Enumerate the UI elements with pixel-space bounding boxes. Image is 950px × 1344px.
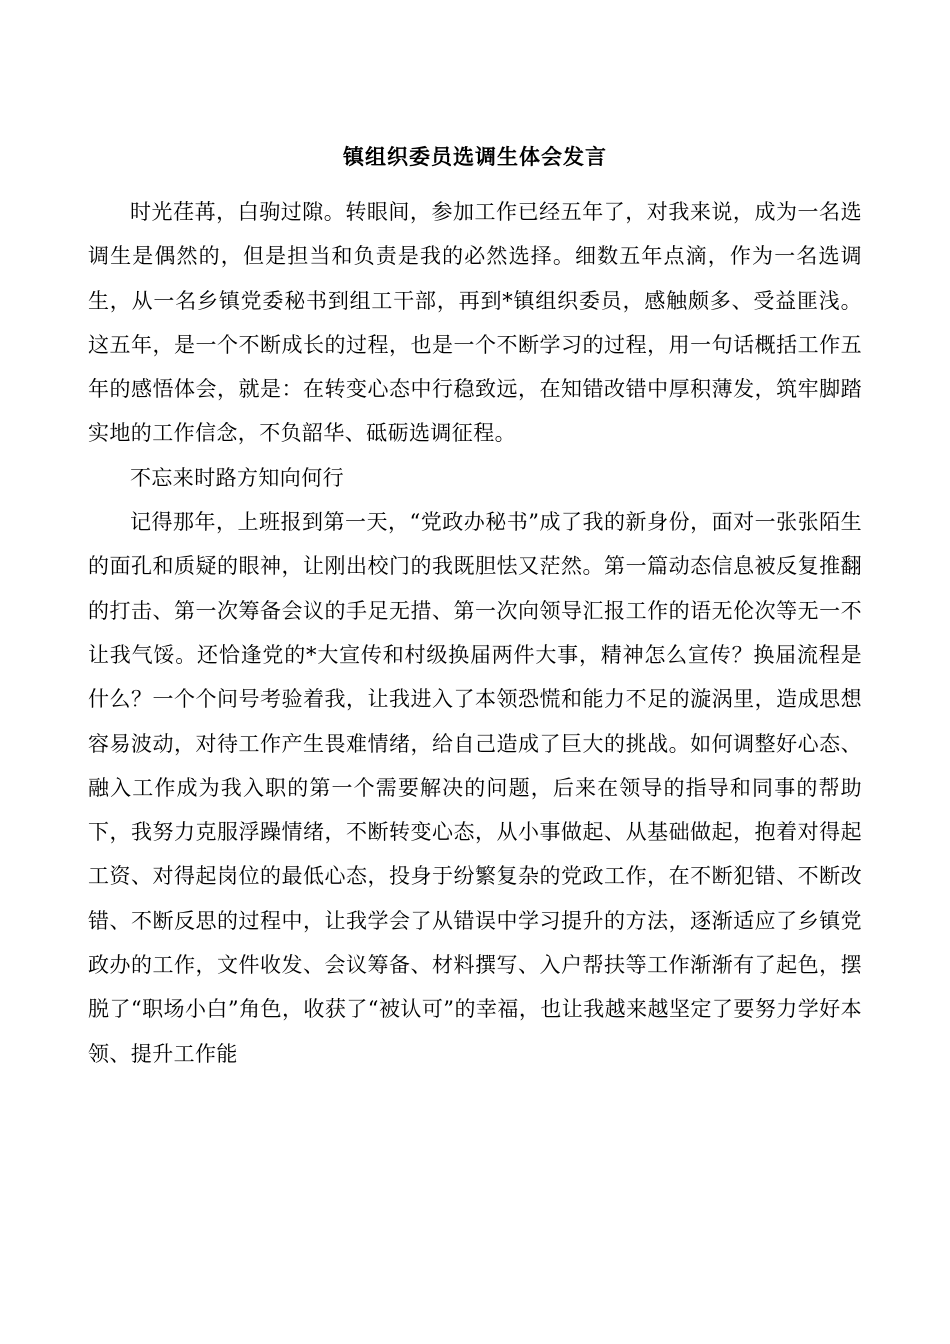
- section-heading: 不忘来时路方知向何行: [130, 465, 344, 490]
- document-body: [88, 190, 862, 1076]
- document-title: 镇组织委员选调生体会发言: [343, 144, 607, 169]
- paragraph-intro: 时光荏苒，白驹过隙。转眼间，参加工作已经五年了，对我来说，成为一名选调生是偶然的，但是担当和负责是我的必然选择。细数五年点滴，作为一名选调生，从一名乡镇党委秘书到组工干部，再到*镇组织委员，感触颇多、受益匪浅。这五年，是一个不断成长的过程，也是一个不断学习的过程，用一句话概括工作五年的感悟体会，就是：在转变心态中行稳致远，在知错改错中厚积薄发，筑牢脚踏实地的工作信念，不负韶华、砥砺选调征程。: [88, 200, 862, 446]
- paragraph-first-day: 记得那年，上班报到第一天，“党政办秘书”成了我的新身份，面对一张张陌生的面孔和质疑的眼神，让刚出校门的我既胆怯又茫然。第一篇动态信息被反复推翻的打击、第一次筹备会议的手足无措、第一次向领导汇报工作的语无伦次等无一不让我气馁。还恰逢党的*大宣传和村级换届两件大事，精神怎么宣传？换届流程是什么？一个个问号考验着我，让我进入了本领恐慌和能力不足的漩涡里，造成思想容易波动，对待工作产生畏难情绪，给自己造成了巨大的挑战。如何调整好心态、融入工作成为我入职的第一个需要解决的问题，后来在领导的指导和同事的帮助下，我努力克服浮躁情绪，不断转变心态，从小事做起、从基础做起，抱着对得起工资、对得起岗位的最低心态，投身于纷繁复杂的党政工作，在不断犯错、不断改错、不断反思的过程中，让我学会了从错误中学习提升的方法，逐渐适应了乡镇党政办的工作，文件收发、会议筹备、材料撰写、入户帮扶等工作渐渐有了起色，摆脱了“职场小白”角色，收获了“被认可”的幸福，也让我越来越坚定了要努力学好本领、提升工作能: [88, 510, 862, 1066]
